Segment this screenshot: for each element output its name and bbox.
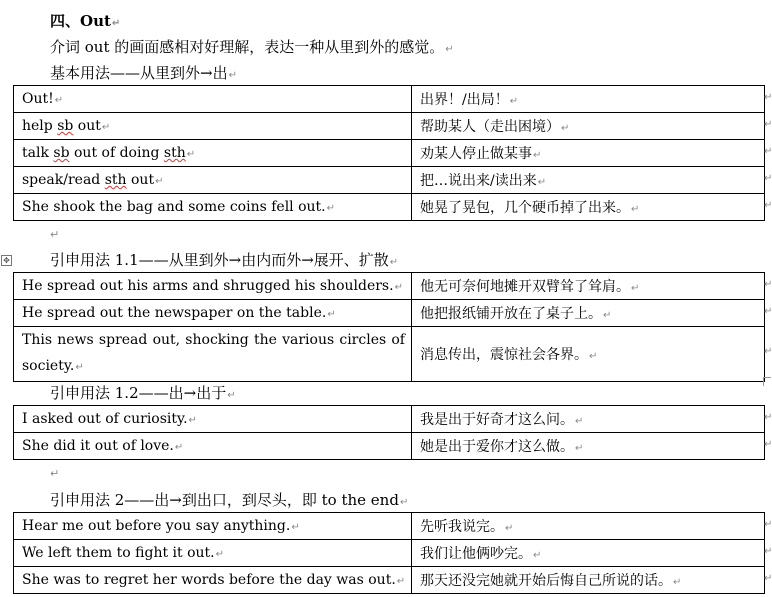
row-end-mark-icon: ↵ xyxy=(764,200,772,211)
english-cell: He spread out his arms and shrugged his shoulders.↵ xyxy=(14,273,412,300)
row-end-mark-icon: ↵ xyxy=(764,306,772,317)
table-row xyxy=(14,327,765,382)
chinese-cell: 我们让他俩吵完。↵ xyxy=(412,540,765,567)
paragraph-mark-icon: ↵ xyxy=(561,123,570,134)
paragraph-mark-icon: ↵ xyxy=(575,416,584,427)
row-end-mark-icon: ↵ xyxy=(764,439,772,450)
chinese-cell: 出界！/出局！↵ xyxy=(412,86,765,113)
row-end-mark-icon: ↵ xyxy=(764,412,772,423)
paragraph-mark-icon: ↵ xyxy=(228,70,237,81)
chinese-cell: 他无可奈何地摊开双臂耸了耸肩。↵ xyxy=(412,273,765,300)
paragraph-mark-icon: ↵ xyxy=(188,415,197,426)
table-row xyxy=(14,540,765,567)
table-row xyxy=(14,113,765,140)
paragraph-mark-icon: ↵ xyxy=(227,390,236,401)
table-row xyxy=(14,167,765,194)
row-end-mark-icon: ↵ xyxy=(764,92,772,103)
english-cell: She shook the bag and some coins fell out.↵ xyxy=(14,194,412,221)
paragraph-mark-icon: ↵ xyxy=(575,443,584,454)
row-end-mark-icon: ↵ xyxy=(764,546,772,557)
row-end-mark-icon: ↵ xyxy=(764,346,772,357)
paragraph-mark-icon: ↵ xyxy=(445,44,454,55)
table-row xyxy=(14,194,765,221)
intro-paragraph: 介词 out 的画面感相对好理解，表达一种从里到外的感觉。↵ xyxy=(50,38,454,56)
usage-table-extended-1-2 xyxy=(13,405,765,460)
paragraph-mark-icon: ↵ xyxy=(389,257,399,268)
paragraph-mark-icon: ↵ xyxy=(533,550,542,561)
usage-table-extended-2 xyxy=(13,512,765,594)
paragraph-mark-icon: ↵ xyxy=(394,282,403,293)
paragraph-mark-icon: ↵ xyxy=(396,576,406,587)
chinese-cell: 他把报纸铺开放在了桌子上。↵ xyxy=(412,300,765,327)
english-cell: She did it out of love.↵ xyxy=(14,433,412,460)
paragraph-mark-icon: ↵ xyxy=(673,577,682,588)
table-row xyxy=(14,86,765,113)
english-cell: Hear me out before you say anything.↵ xyxy=(14,513,412,540)
paragraph-mark-icon: ↵ xyxy=(399,497,409,508)
paragraph-mark-icon: ↵ xyxy=(537,177,547,188)
english-cell: He spread out the newspaper on the table.↵ xyxy=(14,300,412,327)
paragraph-mark-icon: ↵ xyxy=(326,203,336,214)
spelling-flag[interactable]: sb xyxy=(53,145,70,161)
table-row xyxy=(14,140,765,167)
chinese-cell: 消息传出，震惊社会各界。↵ xyxy=(412,327,765,382)
paragraph-mark-icon: ↵ xyxy=(327,309,336,320)
section-heading-extended-1-1: 引申用法 1.1——从里到外→由内而外→展开、扩散↵ xyxy=(50,251,399,269)
paragraph-mark-icon: ↵ xyxy=(75,362,84,373)
table-row xyxy=(14,273,765,300)
paragraph-mark-icon: ↵ xyxy=(155,176,164,187)
english-cell: This news spread out, shocking the various circles of society.↵ xyxy=(14,327,412,382)
paragraph-mark-icon: ↵ xyxy=(54,95,64,106)
paragraph-mark-icon: ↵ xyxy=(589,351,598,362)
row-end-mark-icon: ↵ xyxy=(764,279,772,290)
paragraph-mark-icon: ↵ xyxy=(101,122,111,133)
table-row xyxy=(14,433,765,460)
table-row xyxy=(14,513,765,540)
usage-table-extended-1-1 xyxy=(13,272,765,382)
english-cell: Out!↵ xyxy=(14,86,412,113)
paragraph-mark-icon: ↵ xyxy=(215,549,225,560)
english-cell: talk sb out of doing sth↵ xyxy=(14,140,412,167)
chinese-cell: 那天还没完她就开始后悔自己所说的话。↵ xyxy=(412,567,765,594)
chinese-cell: 帮助某人（走出困境）↵ xyxy=(412,113,765,140)
empty-paragraph-mark-icon: ↵ xyxy=(50,467,60,480)
section-title: 四、Out↵ xyxy=(50,12,121,30)
table-row xyxy=(14,567,765,594)
empty-paragraph-mark-icon: ↵ xyxy=(50,228,60,241)
row-end-mark-icon: ↵ xyxy=(764,173,772,184)
table-row xyxy=(14,300,765,327)
paragraph-mark-icon: ↵ xyxy=(505,523,514,534)
spelling-flag[interactable]: sth xyxy=(104,172,127,188)
chinese-cell: 把…说出来/读出来↵ xyxy=(412,167,765,194)
spelling-flag[interactable]: sb xyxy=(57,118,74,134)
english-cell: I asked out of curiosity.↵ xyxy=(14,406,412,433)
chinese-cell: 她晃了晃包，几个硬币掉了出来。↵ xyxy=(412,194,765,221)
paragraph-mark-icon: ↵ xyxy=(603,310,612,321)
chinese-cell: 先听我说完。↵ xyxy=(412,513,765,540)
english-cell: speak/read sth out↵ xyxy=(14,167,412,194)
paragraph-mark-icon: ↵ xyxy=(631,283,640,294)
row-end-mark-icon: ↵ xyxy=(764,573,772,584)
section-heading-extended-2: 引申用法 2——出→到出口，到尽头，即 to the end↵ xyxy=(50,491,409,509)
usage-table-basic xyxy=(13,85,765,221)
paragraph-mark-icon: ↵ xyxy=(509,96,519,107)
chinese-cell: 她是出于爱你才这么做。↵ xyxy=(412,433,765,460)
section-heading-extended-1-2: 引申用法 1.2——出→出于↵ xyxy=(50,384,236,402)
table-resize-handle-icon[interactable] xyxy=(763,377,771,386)
chinese-cell: 我是出于好奇才这么问。↵ xyxy=(412,406,765,433)
paragraph-mark-icon: ↵ xyxy=(631,204,640,215)
table-move-handle-icon[interactable]: ✥ xyxy=(1,255,12,266)
table-row xyxy=(14,406,765,433)
english-cell: help sb out↵ xyxy=(14,113,412,140)
english-cell: We left them to fight it out.↵ xyxy=(14,540,412,567)
paragraph-mark-icon: ↵ xyxy=(533,150,542,161)
section-heading-basic: 基本用法——从里到外→出↵ xyxy=(50,64,237,82)
paragraph-mark-icon: ↵ xyxy=(174,442,184,453)
row-end-mark-icon: ↵ xyxy=(764,519,772,530)
row-end-mark-icon: ↵ xyxy=(764,146,772,157)
row-end-mark-icon: ↵ xyxy=(764,119,772,130)
english-cell: She was to regret her words before the day was out.↵ xyxy=(14,567,412,594)
spelling-flag[interactable]: sth xyxy=(163,145,186,161)
paragraph-mark-icon: ↵ xyxy=(291,522,300,533)
paragraph-mark-icon: ↵ xyxy=(186,149,196,160)
chinese-cell: 劝某人停止做某事↵ xyxy=(412,140,765,167)
paragraph-mark-icon: ↵ xyxy=(111,18,121,29)
